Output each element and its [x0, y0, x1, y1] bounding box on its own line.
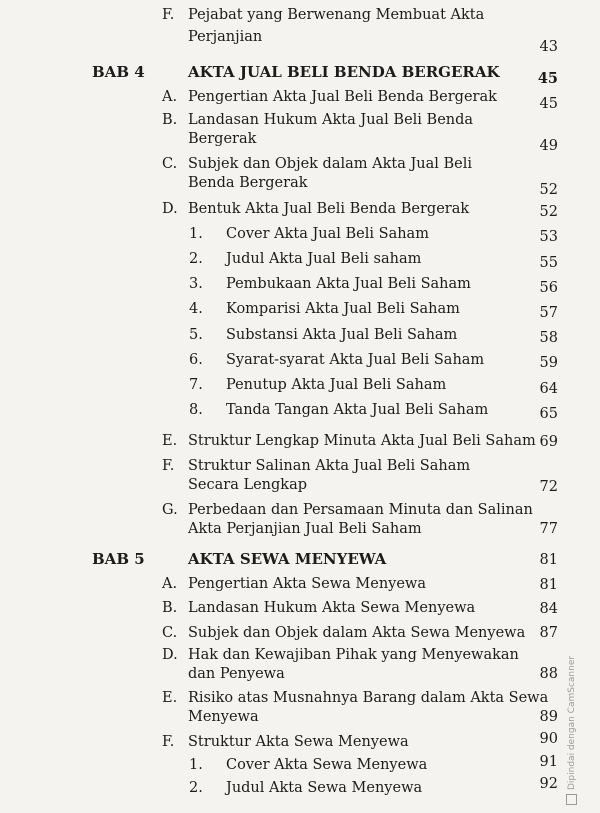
- entry-text: Menyewa: [188, 709, 259, 725]
- entry-text: Secara Lengkap: [188, 477, 308, 493]
- entry-text: Cover Akta Sewa Menyewa: [226, 757, 428, 773]
- entry-text: Penutup Akta Jual Beli Saham: [226, 377, 447, 393]
- entry-number: 1.: [189, 757, 203, 773]
- entry-letter: B.: [162, 600, 178, 616]
- entry-text: Komparisi Akta Jual Beli Saham: [226, 301, 460, 317]
- page-number: 81: [539, 552, 558, 568]
- page-number: 45: [537, 70, 558, 87]
- entry-number: 7.: [189, 377, 203, 393]
- entry-text: dan Penyewa: [188, 666, 285, 682]
- page-number: 43: [539, 39, 558, 55]
- entry-letter: F.: [162, 458, 175, 474]
- page-number: 45: [539, 96, 558, 112]
- page-number: 64: [539, 381, 558, 397]
- entry-letter: A.: [162, 89, 178, 105]
- entry-text: Landasan Hukum Akta Jual Beli Benda: [188, 112, 474, 128]
- entry-text: Syarat-syarat Akta Jual Beli Saham: [226, 352, 485, 368]
- entry-text: Cover Akta Jual Beli Saham: [226, 226, 429, 242]
- page-number: 59: [539, 355, 558, 371]
- entry-text: Pejabat yang Berwenang Membuat Akta: [188, 7, 485, 23]
- entry-text: Subjek dan Objek dalam Akta Sewa Menyewa: [188, 625, 526, 641]
- entry-text: Substansi Akta Jual Beli Saham: [226, 327, 458, 343]
- entry-text: Perbedaan dan Persamaan Minuta dan Salinan: [188, 502, 533, 518]
- entry-text: Judul Akta Sewa Menyewa: [226, 780, 423, 796]
- page-number: 57: [539, 305, 558, 321]
- entry-text: Landasan Hukum Akta Sewa Menyewa: [188, 600, 476, 616]
- page-number: 53: [539, 229, 558, 245]
- entry-letter: E.: [162, 433, 178, 449]
- entry-letter: D.: [162, 647, 178, 663]
- entry-letter: C.: [162, 625, 178, 641]
- page-number: 84: [539, 601, 558, 617]
- page-number: 52: [539, 182, 558, 198]
- entry-letter: G.: [162, 502, 178, 518]
- page-number: 52: [539, 204, 558, 220]
- entry-letter: D.: [162, 201, 178, 217]
- entry-letter: C.: [162, 156, 178, 172]
- page-number: 55: [539, 255, 558, 271]
- page-number: 77: [539, 521, 558, 537]
- entry-text: Risiko atas Musnahnya Barang dalam Akta Sewa: [188, 690, 549, 706]
- chapter-label: BAB 4: [92, 63, 145, 81]
- entry-text: Struktur Akta Sewa Menyewa: [188, 734, 409, 750]
- entry-number: 6.: [189, 352, 203, 368]
- chapter-label: BAB 5: [92, 550, 145, 568]
- scanner-watermark: [566, 656, 577, 805]
- entry-text: Bergerak: [188, 131, 257, 147]
- watermark-text: Dipindai dengan CamScanner: [567, 655, 577, 790]
- page-number: 56: [539, 280, 558, 296]
- entry-text: Struktur Salinan Akta Jual Beli Saham: [188, 458, 471, 474]
- camscanner-icon: [566, 794, 577, 805]
- entry-number: 3.: [189, 276, 203, 292]
- entry-text: Struktur Lengkap Minuta Akta Jual Beli Saham: [188, 433, 536, 449]
- chapter-title: AKTA SEWA MENYEWA: [188, 550, 387, 568]
- page-number: 65: [539, 406, 558, 422]
- entry-text: Judul Akta Jual Beli saham: [226, 251, 422, 267]
- entry-number: 2.: [189, 251, 203, 267]
- page-number: 81: [539, 577, 558, 593]
- entry-letter: F.: [162, 7, 175, 23]
- entry-text: Tanda Tangan Akta Jual Beli Saham: [226, 402, 489, 418]
- page-number: 87: [539, 625, 558, 641]
- entry-letter: F.: [162, 734, 175, 750]
- entry-text: Akta Perjanjian Jual Beli Saham: [188, 521, 422, 537]
- page-number: 90: [539, 731, 558, 747]
- page-number: 69: [539, 434, 558, 450]
- entry-number: 5.: [189, 327, 203, 343]
- entry-text: Hak dan Kewajiban Pihak yang Menyewakan: [188, 647, 519, 663]
- entry-number: 2.: [189, 780, 203, 796]
- entry-letter: E.: [162, 690, 178, 706]
- page-number: 72: [539, 479, 558, 495]
- entry-text: Pengertian Akta Jual Beli Benda Bergerak: [188, 89, 497, 105]
- entry-number: 4.: [189, 301, 203, 317]
- page-number: 88: [539, 666, 558, 682]
- entry-text: Bentuk Akta Jual Beli Benda Bergerak: [188, 201, 470, 217]
- page-number: 89: [539, 709, 558, 725]
- page-number: 58: [539, 330, 558, 346]
- page-number: 91: [539, 754, 558, 770]
- entry-letter: A.: [162, 576, 178, 592]
- entry-text: Perjanjian: [188, 29, 263, 45]
- entry-text: Subjek dan Objek dalam Akta Jual Beli: [188, 156, 473, 172]
- entry-number: 8.: [189, 402, 203, 418]
- chapter-title: AKTA JUAL BELI BENDA BERGERAK: [188, 63, 500, 81]
- entry-letter: B.: [162, 112, 178, 128]
- entry-text: Benda Bergerak: [188, 175, 308, 191]
- entry-text: Pembukaan Akta Jual Beli Saham: [226, 276, 471, 292]
- entry-number: 1.: [189, 226, 203, 242]
- entry-text: Pengertian Akta Sewa Menyewa: [188, 576, 426, 592]
- page-number: 92: [539, 776, 558, 792]
- page-number: 49: [539, 138, 558, 154]
